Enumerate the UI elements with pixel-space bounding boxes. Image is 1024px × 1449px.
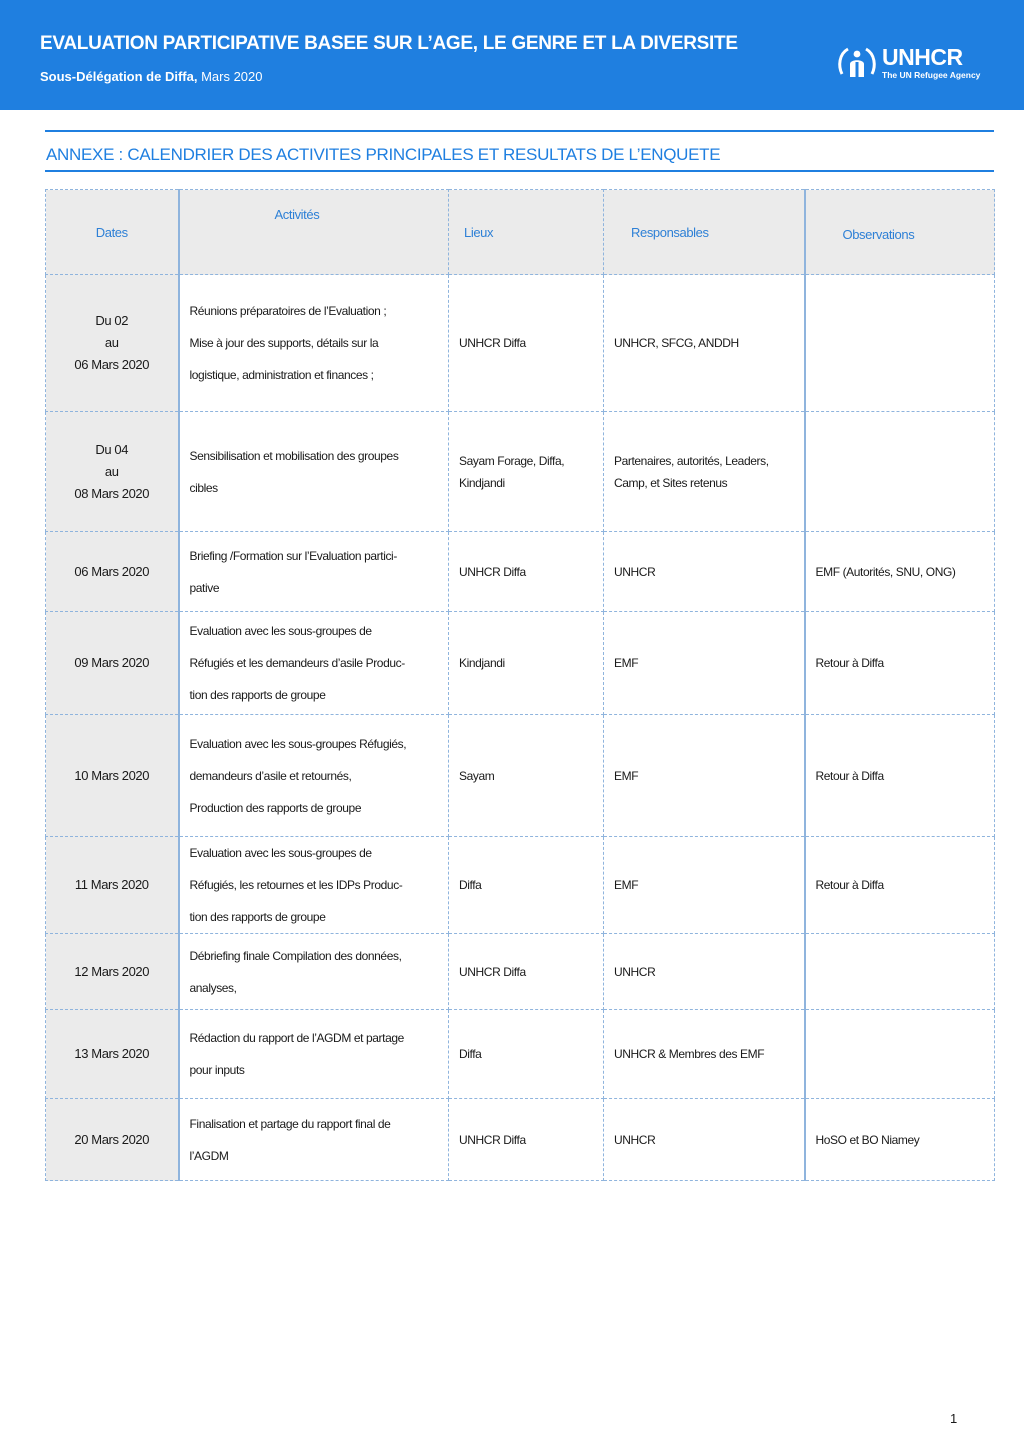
activity-line: Finalisation et partage du rapport final de [189, 1116, 391, 1131]
report-title: EVALUATION PARTICIPATIVE BASEE SUR L’AGE, LE GENRE ET LA DIVERSITE [40, 33, 738, 54]
date-line: 11 Mars 2020 [74, 877, 149, 892]
activity-line: cibles [189, 480, 218, 495]
cell-lieux: UNHCR Diffa [449, 1099, 604, 1181]
cell-responsables: UNHCR [604, 934, 805, 1010]
column-header-observations: Observations [805, 190, 995, 275]
date-line: 10 Mars 2020 [74, 767, 150, 783]
cell-observations: Retour à Diffa [805, 612, 995, 715]
column-header-responsables: Responsables [604, 190, 805, 275]
activities-calendar-table [45, 189, 995, 1181]
activity-line: Débriefing finale Compilation des données, [189, 948, 402, 963]
table-row [46, 934, 995, 1010]
table-row [46, 275, 995, 412]
activity-line: Réfugiés et les demandeurs d’asile Produc- [189, 656, 405, 670]
date-line: 20 Mars 2020 [74, 1131, 150, 1147]
date-line: 13 Mars 2020 [74, 1046, 150, 1061]
date-line: Du 04 [95, 441, 129, 457]
subtitle-date: Mars 2020 [197, 69, 263, 84]
table-row [46, 837, 995, 934]
activity-line: Evaluation avec les sous-groupes de [189, 624, 372, 638]
cell-responsables: UNHCR & Membres des EMF [604, 1010, 805, 1099]
activity-line: Rédaction du rapport de l’AGDM et partage [189, 1031, 404, 1045]
activity-line: Evaluation avec les sous-groupes de [189, 846, 372, 860]
date-line: 09 Mars 2020 [74, 655, 150, 670]
annex-title: ANNEXE : CALENDRIER DES ACTIVITES PRINCIPALES ET RESULTATS DE L’ENQUETE [46, 145, 721, 164]
cell-activite [179, 612, 449, 715]
header-banner [0, 0, 1024, 110]
activity-line: demandeurs d’asile et retournés, [189, 768, 352, 783]
table-header-row [46, 190, 995, 275]
activity-line: Réfugiés, les retournes et les IDPs Produc- [189, 878, 403, 892]
cell-observations [805, 1010, 995, 1099]
cell-lieux: UNHCR Diffa [449, 275, 604, 412]
table-row [46, 1099, 995, 1181]
cell-activite [179, 837, 449, 934]
activity-line: tion des rapports de groupe [189, 910, 326, 924]
activity-line: Evaluation avec les sous-groupes Réfugiés, [189, 736, 407, 751]
logo-tagline: The UN Refugee Agency [882, 70, 981, 80]
cell-lieux: Diffa [449, 1010, 604, 1099]
cell-responsables: EMF [604, 837, 805, 934]
activity-line: tion des rapports de groupe [189, 688, 326, 702]
activity-line: Réunions préparatoires de l’Evaluation ; [189, 304, 387, 318]
activity-line: l’AGDM [189, 1148, 229, 1163]
page-number: 1 [950, 1411, 958, 1426]
cell-activite [179, 532, 449, 612]
cell-observations: Retour à Diffa [805, 715, 995, 837]
annex-top-rule [45, 130, 994, 132]
cell-observations [805, 934, 995, 1010]
activity-line: Mise à jour des supports, détails sur la [189, 336, 379, 350]
unhcr-logo [836, 44, 986, 84]
table-row [46, 412, 995, 532]
cell-activite [179, 412, 449, 532]
cell-responsables: EMF [604, 715, 805, 837]
cell-date [46, 612, 179, 715]
annex-bottom-rule [45, 170, 994, 172]
cell-observations: Retour à Diffa [805, 837, 995, 934]
cell-responsables: UNHCR, SFCG, ANDDH [604, 275, 805, 412]
date-line: au [104, 335, 119, 350]
cell-date [46, 934, 179, 1010]
cell-responsables: EMF [604, 612, 805, 715]
activity-line: Sensibilisation et mobilisation des groupes [189, 448, 399, 463]
cell-activite [179, 1099, 449, 1181]
cell-lieux: Sayam [449, 715, 604, 837]
cell-date [46, 412, 179, 532]
unhcr-emblem-icon [836, 44, 878, 84]
cell-date [46, 715, 179, 837]
cell-responsables: Partenaires, autorités, Leaders, Camp, et Sites retenus [604, 412, 805, 532]
column-header-dates: Dates [46, 190, 179, 275]
activity-line: pative [189, 580, 220, 595]
cell-lieux: UNHCR Diffa [449, 934, 604, 1010]
activity-line: analyses, [189, 980, 237, 995]
cell-date [46, 532, 179, 612]
cell-observations: EMF (Autorités, SNU, ONG) [805, 532, 995, 612]
cell-lieux: Kindjandi [449, 612, 604, 715]
column-header-activites: Activités [179, 190, 449, 275]
report-subtitle [40, 69, 263, 84]
cell-responsables: UNHCR [604, 532, 805, 612]
table-row [46, 612, 995, 715]
cell-date [46, 275, 179, 412]
column-header-lieux: Lieux [449, 190, 604, 275]
subtitle-location: Sous-Délégation de Diffa, [40, 69, 198, 84]
cell-date [46, 837, 179, 934]
cell-activite [179, 1010, 449, 1099]
cell-lieux: UNHCR Diffa [449, 532, 604, 612]
cell-activite [179, 934, 449, 1010]
cell-activite [179, 275, 449, 412]
activity-line: Production des rapports de groupe [189, 800, 362, 815]
activity-line: logistique, administration et finances ; [189, 368, 374, 382]
date-line: Du 02 [95, 313, 129, 328]
date-line: 08 Mars 2020 [74, 485, 150, 501]
cell-observations: HoSO et BO Niamey [805, 1099, 995, 1181]
cell-lieux: Diffa [449, 837, 604, 934]
table-row [46, 715, 995, 837]
date-line: 12 Mars 2020 [74, 963, 150, 979]
logo-wordmark: UNHCR [882, 44, 963, 70]
cell-date [46, 1099, 179, 1181]
table-row [46, 1010, 995, 1099]
activity-line: Briefing /Formation sur l’Evaluation partici- [189, 548, 397, 563]
table-row [46, 532, 995, 612]
cell-observations [805, 275, 995, 412]
date-line: au [104, 463, 119, 479]
cell-lieux: Sayam Forage, Diffa, Kindjandi [449, 412, 604, 532]
date-line: 06 Mars 2020 [74, 357, 150, 372]
cell-activite [179, 715, 449, 837]
cell-observations [805, 412, 995, 532]
activity-line: pour inputs [189, 1063, 245, 1077]
cell-date [46, 1010, 179, 1099]
date-line: 06 Mars 2020 [74, 563, 150, 579]
cell-responsables: UNHCR [604, 1099, 805, 1181]
